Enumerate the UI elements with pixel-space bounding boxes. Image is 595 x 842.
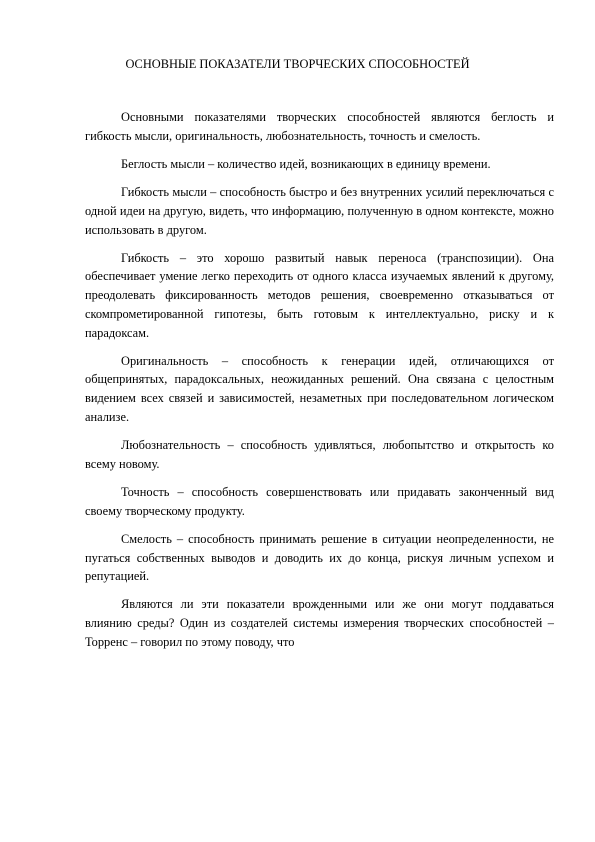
document-body	[85, 108, 554, 661]
paragraph-originality: Оригинальность – способность к генерации идей, отличающихся от общепринятых, парадоксальных, неожиданных решений. Она связана с целостным видением всех связей и зависимостей, незаметных при последовательном логическом анализе.	[85, 353, 554, 424]
paragraph-curiosity: Любознательность – способность удивляться, любопытство и открытость ко всему новому.	[85, 438, 554, 471]
document-title: ОСНОВНЫЕ ПОКАЗАТЕЛИ ТВОРЧЕСКИХ СПОСОБНОСТЕЙ	[125, 57, 470, 71]
paragraph-flexibility: Гибкость – это хорошо развитый навык переноса (транспозиции). Она обеспечивает умение легко переходить от одного класса изучаемых явлений к другому, преодолевать фиксированность методов решения, своевременно отказываться от скомпрометированной гипотезы, быть готовым к интеллектуально, риску и к парадоксам.	[85, 250, 554, 340]
paragraph-creative-indicators: Основными показателями творческих способностей являются беглость и гибкость мысли, оригинальность, любознательность, точность и смелость.	[85, 110, 554, 143]
paragraph-courage: Смелость – способность принимать решение в ситуации неопределенности, не пугаться собственных выводов и доводить их до конца, рискуя личным успехом и репутацией.	[85, 531, 554, 584]
paragraph-precision: Точность – способность совершенствовать или придавать законченный вид своему творческому продукту.	[85, 484, 554, 518]
paragraph-innate-question: Являются ли эти показатели врожденными или же они могут поддаваться влиянию среды? Один из создателей системы измерения творческих способностей – Торренс – говорил по этому поводу, что	[85, 597, 554, 649]
paragraph-fluency: Беглость мысли – количество идей, возникающих в единицу времени.	[121, 156, 491, 171]
paragraph-flexibility-of-thought: Гибкость мысли – способность быстро и без внутренних усилий переключаться с одной идеи на другую, видеть, что информацию, полученную в одном контексте, можно использовать в другом.	[85, 185, 554, 237]
